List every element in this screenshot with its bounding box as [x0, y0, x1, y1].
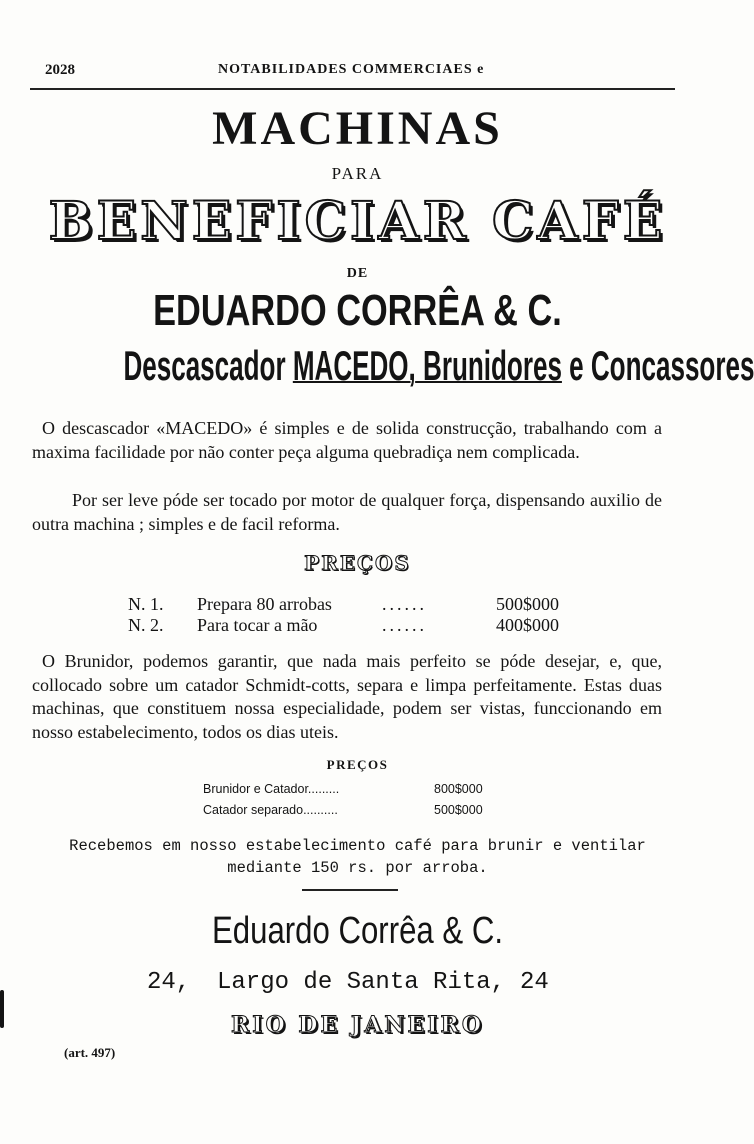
- price2-description: Catador separado..........: [203, 803, 338, 817]
- page-number: 2028: [45, 62, 75, 78]
- footer-firm-name: Eduardo Corrêa & C.: [212, 910, 503, 952]
- ad-de: DE: [346, 266, 369, 281]
- paragraph-motor: Por ser leve póde ser tocado por motor de qualquer força, dispensando auxilio de outra machina ; simples e de facil reforma.: [32, 490, 662, 534]
- price2-value: 500$000: [434, 803, 483, 817]
- price-number: N. 2.: [128, 615, 164, 635]
- address-number: 24: [520, 969, 549, 996]
- address-street: Largo de Santa Rita,: [217, 969, 506, 996]
- precos-heading: PREÇOS: [304, 551, 411, 575]
- service-notice: Recebemos em nosso estabelecimento café para brunir e ventilar mediante 150 rs. por arroba.: [69, 837, 646, 877]
- price-value: 500$000: [496, 594, 559, 614]
- price2-value: 800$000: [434, 782, 483, 796]
- address-number: 24,: [147, 969, 191, 996]
- price-leader: ......: [382, 615, 427, 635]
- ad-subtitle: BENEFICIAR CAFÉ: [48, 191, 667, 252]
- paragraph-brunidor: O Brunidor, podemos garantir, que nada mais perfeito se póde desejar, e, que, collocado sobre um catador Schmidt-cotts, separa e limpa perfeitamente. Estas duas machinas, que constituem nossa especialidade, podem ser vistas, funccionando em nosso estabelecimento, todos os dias uteis.: [32, 651, 662, 742]
- price-description: Para tocar a mão: [197, 615, 318, 635]
- price-number: N. 1.: [128, 594, 164, 614]
- running-title: NOTABILIDADES COMMERCIAES e: [218, 62, 485, 77]
- scan-edge-mark: [0, 990, 4, 1028]
- article-reference: (art. 497): [64, 1045, 116, 1060]
- precos2-heading: PREÇOS: [326, 757, 389, 772]
- ad-para: PARA: [331, 164, 384, 183]
- price-leader: ......: [382, 594, 427, 614]
- price2-description: Brunidor e Catador.........: [203, 782, 340, 796]
- product-descascador: Descascador: [123, 342, 293, 389]
- product-macedo: MACEDO,: [292, 342, 416, 389]
- paragraph-descascador: O descascador «MACEDO» é simples e de solida construcção, trabalhando com a maxima facilidade por não conter peça alguma quebradiça nem complicada.: [32, 418, 662, 462]
- product-concassores: e Concassores: [561, 342, 754, 389]
- product-line: [123, 340, 754, 392]
- city-name: RIO DE JANEIRO: [231, 1012, 484, 1038]
- divider-rule: [302, 889, 398, 891]
- firm-name: EDUARDO CORRÊA & C.: [153, 286, 562, 335]
- product-brunidores: Brunidores: [415, 342, 562, 389]
- price-description: Prepara 80 arrobas: [197, 594, 332, 614]
- page-header: [30, 62, 675, 90]
- price-value: 400$000: [496, 615, 559, 635]
- ad-title: MACHINAS: [212, 102, 503, 155]
